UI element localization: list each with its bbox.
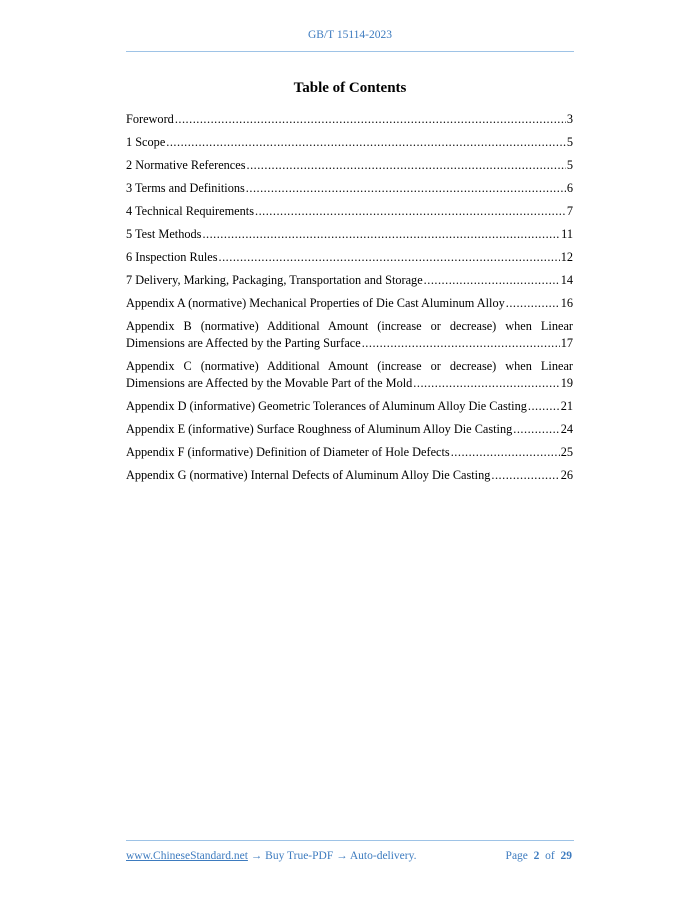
toc-entry-normative-references[interactable]: [126, 157, 573, 174]
leader-dots: [255, 203, 566, 220]
toc-entry-page: 26: [560, 468, 573, 482]
toc-entry-delivery[interactable]: [126, 272, 573, 289]
page-indicator: [506, 850, 572, 862]
toc-entry-page: 5: [566, 135, 573, 149]
footer-left: [126, 850, 417, 862]
toc-entry-text: Appendix G (normative) Internal Defects of Aluminum Alloy Die Casting: [126, 468, 491, 482]
toc-entry-page: 24: [560, 422, 573, 436]
toc-entry-text: 5 Test Methods: [126, 227, 202, 241]
toc-entry-foreword[interactable]: [126, 111, 573, 128]
toc-entry-text: Appendix D (informative) Geometric Tolerances of Aluminum Alloy Die Casting: [126, 399, 527, 413]
toc-entry-page: 11: [561, 227, 573, 241]
footer-divider: [126, 840, 574, 841]
toc-entry-page: 19: [560, 376, 573, 390]
toc-entry-appendix-f[interactable]: [126, 444, 573, 461]
page-of-label: of: [545, 850, 555, 862]
toc-entry-text: 2 Normative References: [126, 158, 246, 172]
toc-entry-text: Appendix F (informative) Definition of Diameter of Hole Defects: [126, 445, 450, 459]
leader-dots: [424, 272, 560, 289]
website-link[interactable]: www.ChineseStandard.net: [126, 850, 248, 862]
toc-entry-text: Appendix A (normative) Mechanical Properties of Die Cast Aluminum Alloy: [126, 296, 505, 310]
toc-entry-appendix-e[interactable]: [126, 421, 573, 438]
toc-entry-text: 6 Inspection Rules: [126, 250, 218, 264]
leader-dots: [528, 398, 560, 415]
toc-entry-test-methods[interactable]: [126, 226, 573, 243]
toc-entry-page: 6: [566, 181, 573, 195]
header-divider: [126, 51, 574, 52]
toc-entry-text: 4 Technical Requirements: [126, 204, 254, 218]
toc-entry-appendix-c[interactable]: [126, 358, 573, 392]
toc-entry-appendix-a[interactable]: [126, 295, 573, 312]
toc-entry-terms-definitions[interactable]: [126, 180, 573, 197]
toc-entry-page: 17: [560, 336, 573, 350]
leader-dots: [175, 111, 566, 128]
leader-dots: [451, 444, 560, 461]
leader-dots: [491, 467, 559, 484]
table-of-contents: [126, 111, 573, 490]
auto-delivery-text: Auto-delivery.: [349, 850, 417, 862]
toc-entry-page: 16: [560, 296, 573, 310]
toc-entry-page: 25: [560, 445, 573, 459]
page-current: 2: [533, 850, 540, 862]
page-footer: [126, 850, 572, 862]
toc-entry-inspection-rules[interactable]: [126, 249, 573, 266]
toc-entry-text: 1 Scope: [126, 135, 166, 149]
toc-entry-text: Foreword: [126, 112, 174, 126]
toc-entry-text-line2: Dimensions are Affected by the Movable Part of the Mold: [126, 376, 413, 390]
toc-entry-page: 3: [566, 112, 573, 126]
arrow-icon: →: [250, 850, 263, 862]
buy-true-pdf-text: Buy True-PDF: [265, 850, 334, 862]
arrow-icon: →: [336, 850, 348, 862]
leader-dots: [247, 157, 566, 174]
document-code: GB/T 15114-2023: [307, 29, 392, 41]
leader-dots: [202, 226, 560, 243]
toc-entry-page: 5: [566, 158, 573, 172]
toc-entry-text-line1: Appendix C (normative) Additional Amount (increase or decrease) when Linear: [126, 359, 573, 373]
toc-title: Table of Contents: [293, 80, 407, 96]
toc-entry-page: 14: [560, 273, 573, 287]
toc-entry-text: 3 Terms and Definitions: [126, 181, 245, 195]
toc-entry-technical-requirements[interactable]: [126, 203, 573, 220]
leader-dots: [413, 375, 559, 392]
toc-entry-text-line2: Dimensions are Affected by the Parting Surface: [126, 336, 361, 350]
toc-entry-page: 7: [566, 204, 573, 218]
toc-entry-page: 12: [560, 250, 573, 264]
leader-dots: [219, 249, 560, 266]
toc-entry-appendix-d[interactable]: [126, 398, 573, 415]
leader-dots: [506, 295, 560, 312]
toc-entry-appendix-b[interactable]: [126, 318, 573, 352]
leader-dots: [513, 421, 559, 438]
page-total: 29: [560, 850, 572, 862]
toc-entry-text-line1: Appendix B (normative) Additional Amount (increase or decrease) when Linear: [126, 319, 573, 333]
toc-entry-page: 21: [560, 399, 573, 413]
toc-entry-scope[interactable]: [126, 134, 573, 151]
leader-dots: [166, 134, 566, 151]
toc-entry-text: Appendix E (informative) Surface Roughness of Aluminum Alloy Die Casting: [126, 422, 513, 436]
toc-entry-appendix-g[interactable]: [126, 467, 573, 484]
toc-entry-text: 7 Delivery, Marking, Packaging, Transportation and Storage: [126, 273, 423, 287]
page-label: Page: [505, 850, 528, 862]
leader-dots: [246, 180, 566, 197]
leader-dots: [362, 335, 560, 352]
